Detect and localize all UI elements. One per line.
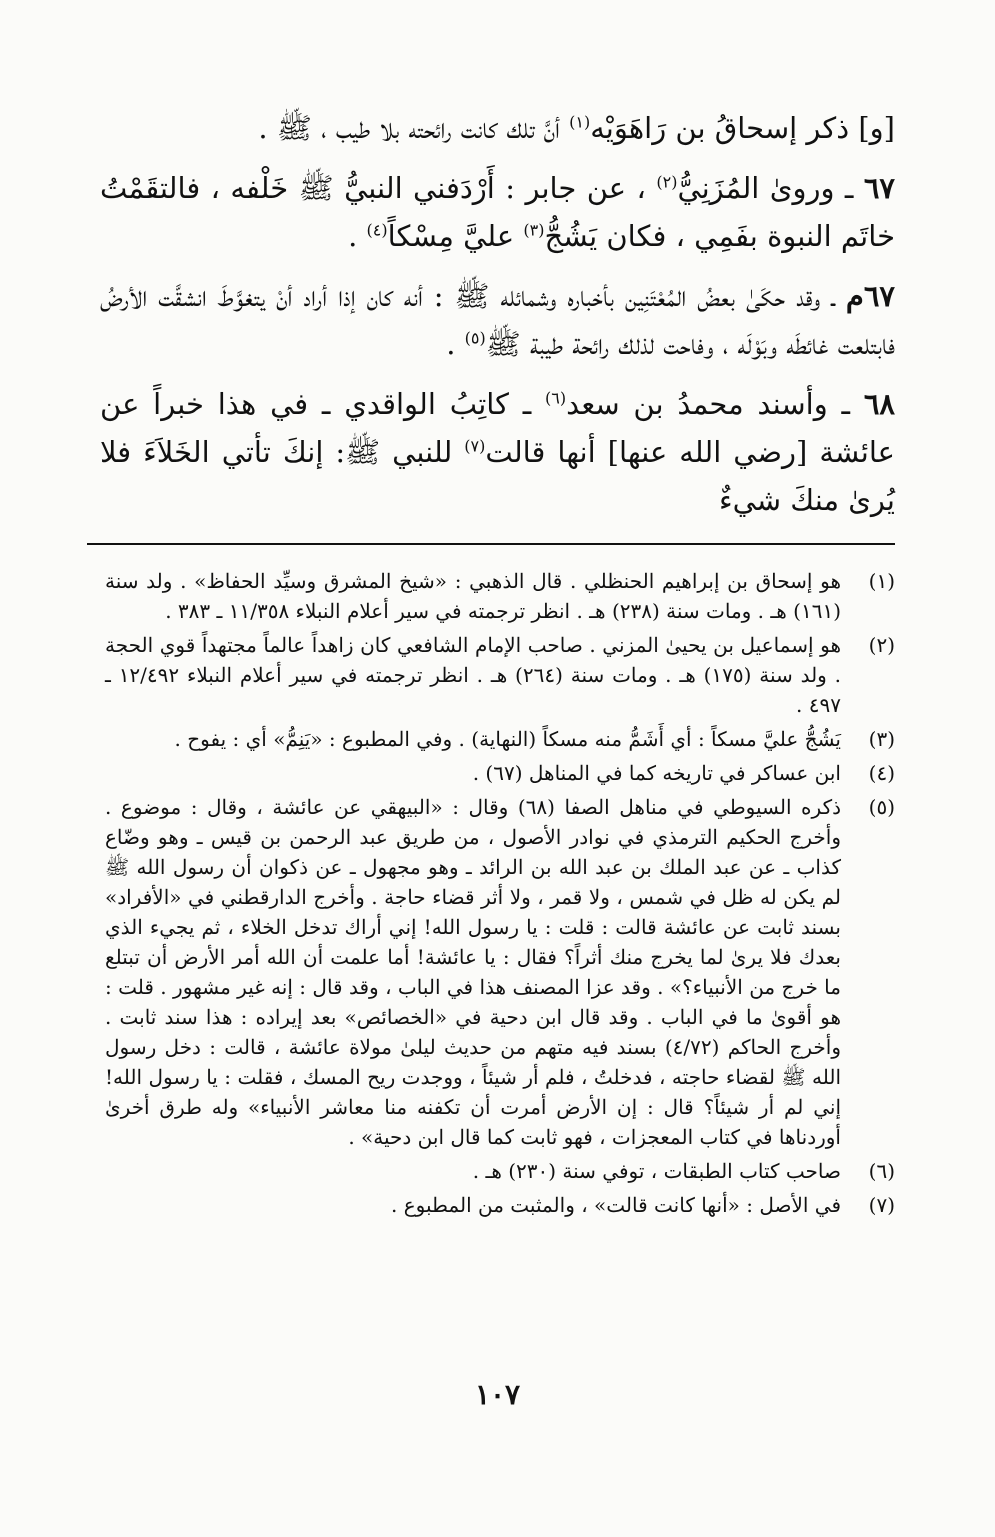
footnotes xyxy=(105,566,895,1224)
paragraph-number: ٦٨ xyxy=(863,387,895,421)
paragraph-number: ٦٧ xyxy=(863,171,896,205)
paragraph-text: أنَّ تلك كانت رائحته بلا طيب ، ﷺ . xyxy=(258,111,570,145)
paragraph-number: ٦٧م xyxy=(845,279,895,313)
page-number: ١٠٧ xyxy=(474,1378,521,1411)
footnote xyxy=(105,1156,895,1186)
footnote-marker: (٢) xyxy=(868,633,895,657)
paragraph-text: ـ كاتِبُ الواقدي ـ في هذا خبراً عن عائشة [رضي الله عنها] أنها قالت xyxy=(100,387,895,469)
footnote-text: هو إسحاق بن إبراهيم الحنظلي . قال الذهبي : «شيخ المشرق وسيِّد الحفاظ» . ولد سنة (١٦١) هـ . ومات سنة (٢٣٨) هـ . انظر ترجمته في سير أعلام النبلاء ١١/٣٥٨ ـ ٣٨٣ . xyxy=(105,569,841,623)
footnote-marker: (٤) xyxy=(868,761,895,785)
paragraph-text: للنبي ﷺ: إنكَ تأتي الخَلاَءَ فلا يُرىٰ منكَ شيءٌ xyxy=(100,435,895,517)
paragraph-text: ـ وروىٰ المُزَنِيُّ xyxy=(677,171,864,205)
paragraph-text: ـ وأسند محمدُ بن سعد xyxy=(566,387,864,421)
footnote-reference: (٢) xyxy=(656,172,678,192)
main-paragraph xyxy=(100,164,895,260)
footnote xyxy=(105,566,895,626)
main-paragraph xyxy=(100,104,895,152)
footnote-separator xyxy=(87,543,895,545)
paragraph-text: [و] ذكر إسحاقُ بن رَاهَوَيْه xyxy=(590,111,895,145)
footnote xyxy=(105,630,895,720)
footnote-marker: (٣) xyxy=(868,727,895,751)
footnote-reference: (٣) xyxy=(523,220,545,240)
footnote-text: في الأصل : «أنها كانت قالت» ، والمثبت من المطبوع . xyxy=(391,1193,841,1217)
footnote xyxy=(105,1190,895,1220)
paragraph-text: . xyxy=(446,327,465,361)
footnote-text: ابن عساكر في تاريخه كما في المناهل (٦٧) . xyxy=(472,761,841,785)
footnote-reference: (٦) xyxy=(545,388,567,408)
footnote xyxy=(105,724,895,754)
footnote-reference: (٤) xyxy=(366,220,388,240)
footnote-text: هو إسماعيل بن يحيىٰ المزني . صاحب الإمام الشافعي كان زاهداً عالماً مجتهداً قوي الحجة . ولد سنة (١٧٥) هـ . ومات سنة (٢٦٤) هـ . انظر ترجمته في سير أعلام النبلاء ١٢/٤٩٢ ـ ٤٩٧ . xyxy=(105,633,842,717)
footnote-reference: (١) xyxy=(569,112,591,132)
paragraph-text: ـ وقد حكَىٰ بعضُ المُعْتَنِين بأخباره وشمائله ﷺ : أنه كان إذا أراد أنْ يتغوَّطَ انشقَّت الأرضُ فابتلعت غائطَه وبَوْلَه ، وفاحت لذلك رائحة طيبة ﷺ xyxy=(100,279,895,361)
footnote-text: ذكره السيوطي في مناهل الصفا (٦٨) وقال : «البيهقي عن عائشة ، وقال : موضوع . وأخرج الحكيم الترمذي في نوادر الأصول ، من طريق عبد الرحمن بن قيس ـ وهو وضّاع كذاب ـ عن عبد الملك بن عبد الله بن الرائد ـ وهو مجهول ـ عن ذكوان أن رسول الله ﷺ لم يكن له ظل في شمس ، ولا قمر ، ولا أثر قضاء حاجة . وأخرج الدارقطني في «الأفراد» بسند ثابت عن عائشة قالت : قلت : يا رسول الله! إني أراك تدخل الخلاء ، ثم يجيء الذي بعدك فلا يرىٰ لما يخرج منك أثراً؟ فقال : يا عائشة! أما علمت أن الله أمر الأرض أن تبتلع ما خرج من الأنبياء؟» . وقد عزا المصنف هذا في الباب ، وقد قال : إنه غير مشهور . قلت : هو أقوىٰ ما في الباب . وقد قال ابن دحية في «الخصائص» بعد إيراده : هذا سند ثابت . وأخرج الحاكم (٤/٧٢) بسند فيه متهم من حديث ليلىٰ مولاة عائشة ، قالت : دخل رسول الله ﷺ لقضاء حاجته ، فدخلتُ ، فلم أر شيئاً ، ووجدت ريح المسك ، فقلت : يا رسول الله! إني لم أر شيئاً؟ قال : إن الأرض أمرت أن تكفنه منا معاشر الأنبياء» وله طرق أخرىٰ أوردناها في كتاب المعجزات ، فهو ثابت كما قال ابن دحية» . xyxy=(105,795,841,1149)
main-paragraph xyxy=(100,380,895,524)
footnote-marker: (٧) xyxy=(868,1193,895,1217)
footnote-reference: (٥) xyxy=(464,328,486,348)
main-text xyxy=(100,104,895,536)
footnote-text: يَشُجُّ عليَّ مسكاً : أي أَشَمُّ منه مسكاً (النهاية) . وفي المطبوع : «يَنِمُّ» أي : يفوح . xyxy=(174,727,841,751)
footnote-text: صاحب كتاب الطبقات ، توفي سنة (٢٣٠) هـ . xyxy=(472,1159,841,1183)
footnote-marker: (١) xyxy=(868,569,895,593)
paragraph-text: عليَّ مِسْكاً xyxy=(387,219,524,253)
paragraph-text: ، عن جابر : أَرْدَفني النبيُّ ﷺ خَلْفه ، فالتقَمْتُ خاتَم النبوة بفَمِي ، فكان يَشُجُّ xyxy=(100,171,895,253)
footnote-marker: (٥) xyxy=(868,795,895,819)
footnote-reference: (٧) xyxy=(464,436,486,456)
paragraph-text: . xyxy=(348,219,367,253)
footnote xyxy=(105,758,895,788)
footnote xyxy=(105,792,895,1152)
footnote-marker: (٦) xyxy=(868,1159,895,1183)
main-paragraph xyxy=(100,272,895,368)
